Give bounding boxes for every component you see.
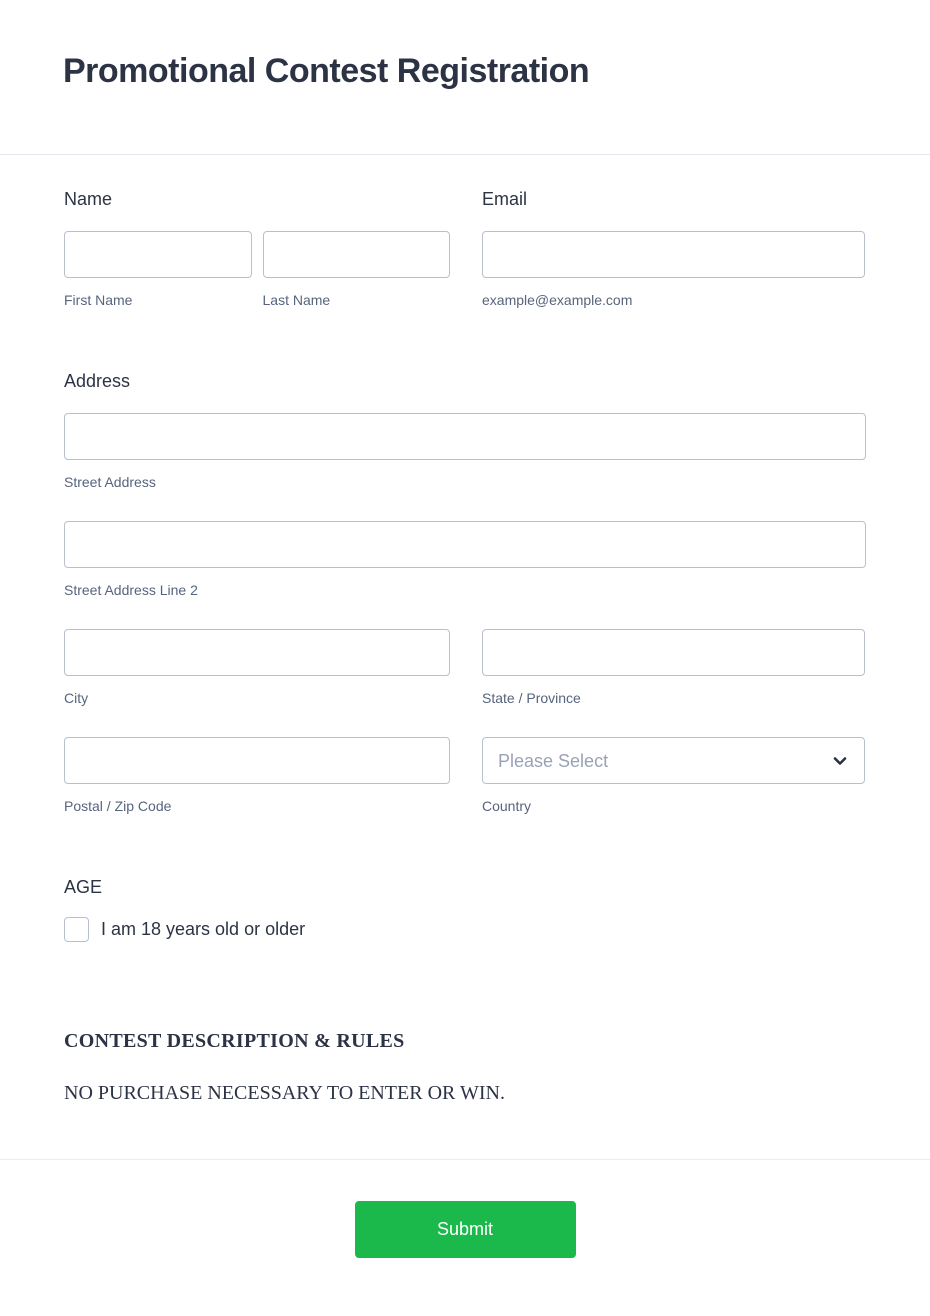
rules-heading: CONTEST DESCRIPTION & RULES [64,1030,405,1052]
postal-sublabel: Postal / Zip Code [64,798,172,814]
country-sublabel: Country [482,798,532,814]
age-label: AGE [64,877,103,897]
submit-button[interactable]: Submit [355,1201,576,1258]
form-header [0,0,930,155]
age-checkbox-label[interactable]: I am 18 years old or older [101,919,306,939]
name-label: Name [64,189,113,209]
state-input[interactable] [482,629,865,676]
street-address-sublabel: Street Address [64,474,156,490]
name-field-group [64,189,450,309]
street-address-input[interactable] [64,413,866,460]
city-sublabel: City [64,690,89,706]
email-label: Email [482,189,528,209]
postal-input[interactable] [64,737,450,784]
form-body [0,189,930,1105]
address-label: Address [64,371,131,391]
state-sublabel: State / Province [482,690,581,706]
name-email-row [64,189,866,309]
city-state-row [64,629,866,707]
country-select-wrapper [482,737,865,784]
country-select[interactable] [482,737,865,784]
email-field-group [482,189,865,309]
age-checkbox[interactable] [64,917,89,942]
postal-country-row [64,737,866,815]
city-input[interactable] [64,629,450,676]
form-title: Promotional Contest Registration [63,52,590,90]
first-name-sublabel: First Name [64,292,133,308]
address-field-group [64,371,866,815]
first-name-input[interactable] [64,231,252,278]
rules-section [64,1030,866,1105]
age-field-group [64,877,866,942]
rules-body: NO PURCHASE NECESSARY TO ENTER OR WIN. [64,1082,505,1104]
street-address2-input[interactable] [64,521,866,568]
last-name-sublabel: Last Name [262,292,331,308]
email-sublabel: example@example.com [482,292,633,308]
email-input[interactable] [482,231,865,278]
age-checkbox-row [64,917,866,942]
form-footer [0,1159,930,1312]
last-name-input[interactable] [263,231,451,278]
street-address2-sublabel: Street Address Line 2 [64,582,198,598]
